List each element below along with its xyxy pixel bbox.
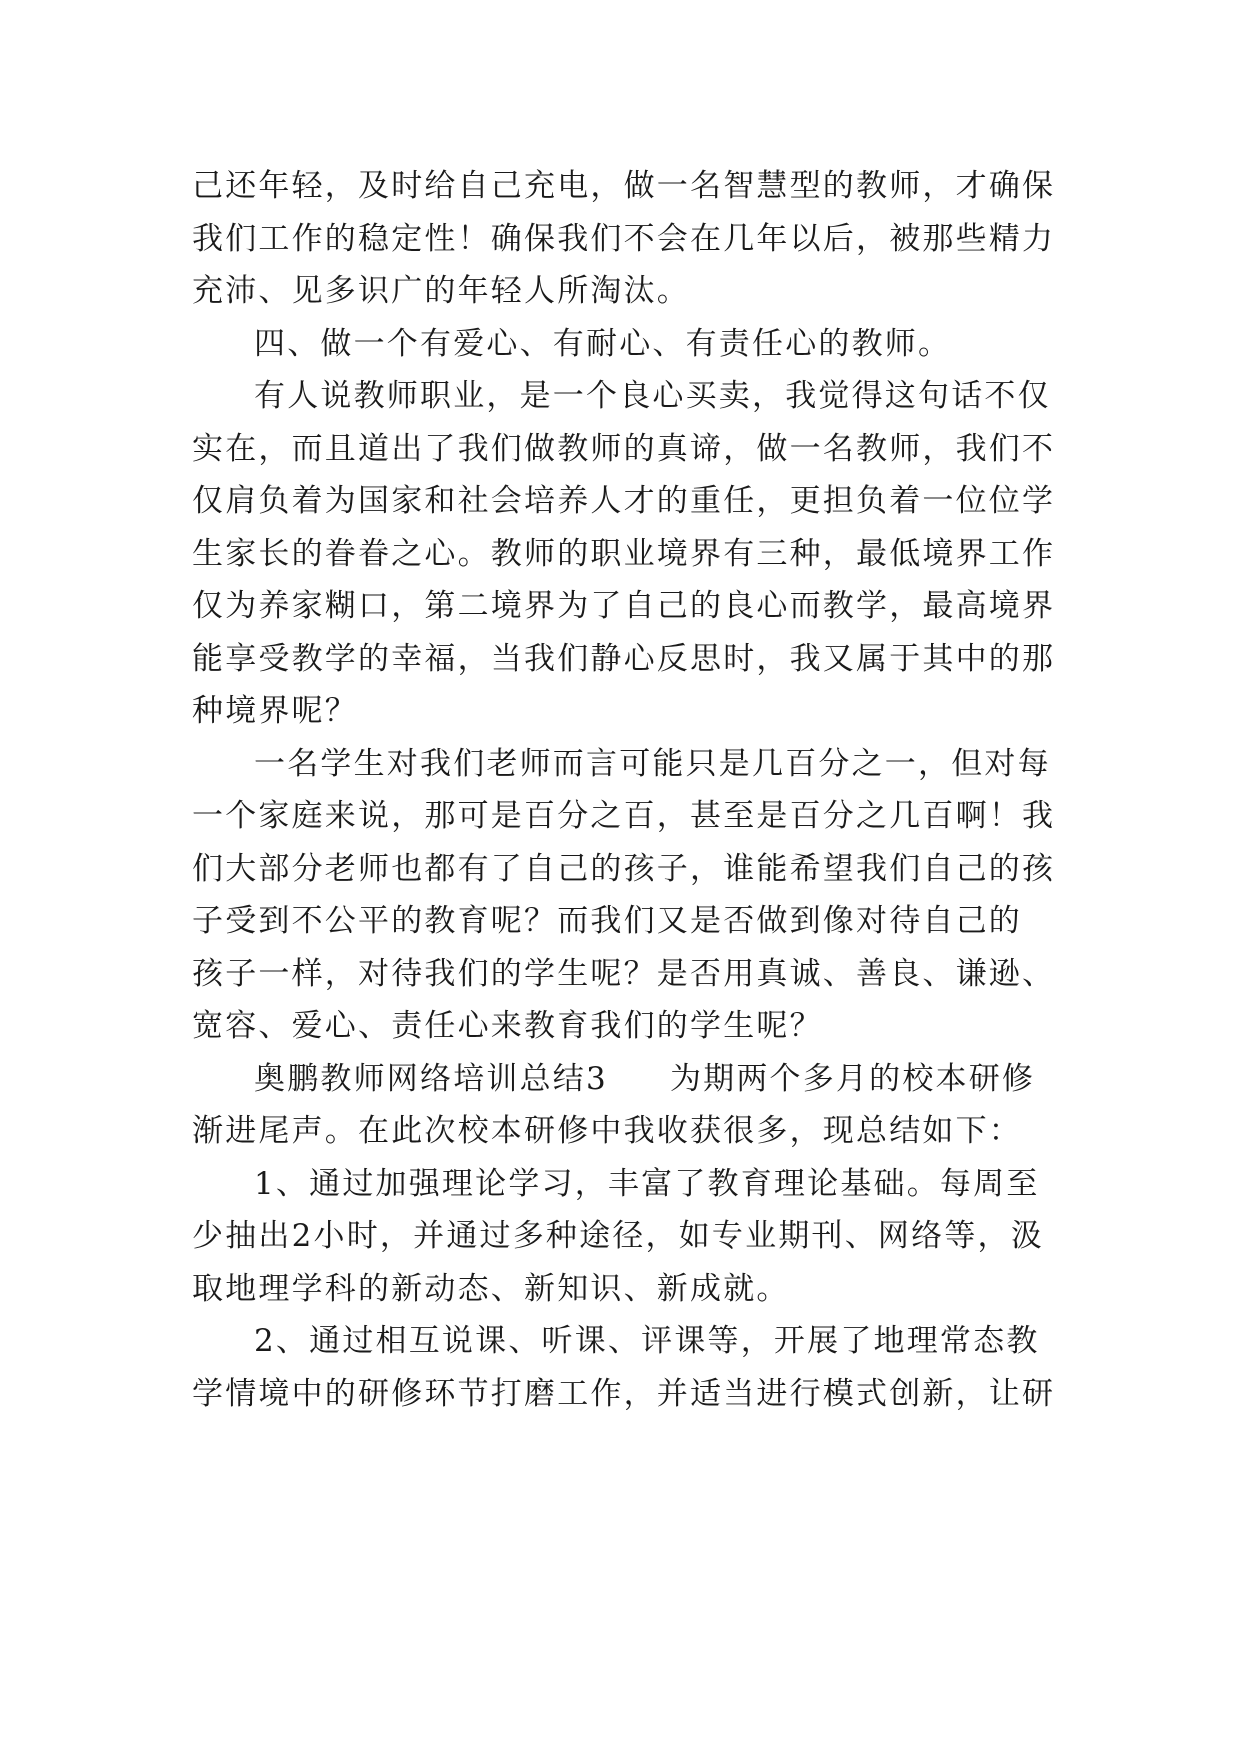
text-line: 实在，而且道出了我们做教师的真谛，做一名教师，我们不: [192, 430, 1056, 467]
text-line: 我们工作的稳定性！确保我们不会在几年以后，被那些精力: [192, 220, 1056, 257]
section-heading: 四、做一个有爱心、有耐心、有责任心的教师。: [254, 325, 952, 362]
text-line: 有人说教师职业，是一个良心买卖，我觉得这句话不仅: [254, 378, 1051, 414]
text-line: 生家长的眷眷之心。教师的职业境界有三种，最低境界工作: [192, 535, 1056, 572]
summary-intro: 为期两个多月的校本研修: [669, 1060, 1036, 1097]
text-line: 仅为养家糊口，第二境界为了自己的良心而教学，最高境界: [192, 588, 1056, 624]
text-line: 少抽出2小时，并通过多种途径，如专业期刊、网络等，汲: [192, 1218, 1044, 1254]
text-line: 取地理学科的新动态、新知识、新成就。: [192, 1270, 790, 1307]
text-line: 渐进尾声。在此次校本研修中我收获很多，现总结如下：: [192, 1113, 1022, 1149]
summary-title-line: [192, 1053, 1052, 1106]
text-line: 充沛、见多识广的年轻人所淘汰。: [192, 273, 690, 309]
text-line: 1、通过加强理论学习，丰富了教育理论基础。每周至: [254, 1165, 1040, 1202]
text-line: 仅肩负着为国家和社会培养人才的重任，更担负着一位位学: [192, 483, 1056, 519]
text-line: 们大部分老师也都有了自己的孩子，谁能希望我们自己的孩: [192, 850, 1056, 887]
document-body: [192, 160, 1056, 1420]
text-line: 子受到不公平的教育呢？而我们又是否做到像对待自己的: [192, 903, 1022, 939]
text-line: 学情境中的研修环节打磨工作，并适当进行模式创新，让研: [192, 1375, 1056, 1412]
text-line: 己还年轻，及时给自己充电，做一名智慧型的教师，才确保: [192, 168, 1056, 204]
text-line: 宽容、爱心、责任心来教育我们的学生呢？: [192, 1008, 823, 1044]
text-line: 种境界呢？: [192, 693, 358, 729]
text-line: 一名学生对我们老师而言可能只是几百分之一，但对每: [254, 745, 1051, 782]
text-line: 2、通过相互说课、听课、评课等，开展了地理常态教: [254, 1323, 1040, 1359]
summary-title: 奥鹏教师网络培训总结3: [254, 1060, 608, 1097]
text-line: 能享受教学的幸福，当我们静心反思时，我又属于其中的那: [192, 640, 1056, 677]
text-line: 一个家庭来说，那可是百分之百，甚至是百分之几百啊！我: [192, 798, 1056, 834]
text-line: 孩子一样，对待我们的学生呢？是否用真诚、善良、谦逊、: [192, 955, 1056, 992]
